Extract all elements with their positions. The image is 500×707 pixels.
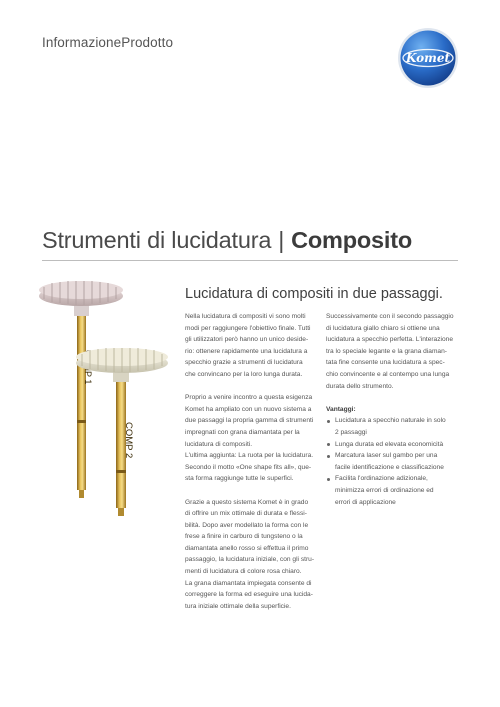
text-line: Successivamente con il secondo passaggio [326,313,454,320]
text-line: bilità. Dopo aver modellato la forma con le [185,521,309,529]
header-label: InformazioneProdotto [42,35,174,50]
title-main: Strumenti di lucidatura [42,227,272,253]
text-line: Proprio a venire incontro a questa esigenza [185,394,313,402]
paragraph [185,392,315,485]
benefits-list [326,415,458,508]
benefit-text: 2 passaggi [335,428,367,436]
left-column [185,311,315,624]
subtitle: Lucidatura di compositi in due passaggi. [185,286,443,302]
benefit-text: facile identificazione e classificazione [335,463,444,471]
logo-wordmark: Komet [405,51,451,65]
benefit-item [326,473,458,508]
page-title [42,227,412,254]
benefit-text: Marcatura laser sul gambo per una [335,452,438,460]
benefit-text: Lucidatura a specchio naturale in solo [335,417,446,425]
text-line: due passaggi la propria gamma di strumenti [185,417,314,425]
shaft-label-2: COMP 2 [123,422,134,459]
text-line: Komet ha ampliato con un nuovo sistema a [185,405,312,413]
text-line: che convincano per la loro lunga durata. [185,370,303,378]
paragraph [185,311,315,381]
text-line: tata fine consente una lucidatura a spec- [326,359,445,367]
text-line: Nella lucidatura di compositi vi sono molti [185,313,306,320]
text-line: frese a finire in carburo di tungsteno o la [185,533,303,541]
right-column [326,311,458,508]
text-line: modi per raggiungere l'obiettivo finale. Tutti [185,324,311,332]
text-line: lucidatura di compositi. [185,440,253,448]
benefits-title: Vantaggi: [326,405,356,413]
title-separator: | [278,227,285,253]
komet-logo [397,27,459,89]
text-line: menti di lucidatura di colore rosa chiaro. [185,568,302,576]
benefit-text: Lunga durata ed elevata economicità [335,440,444,448]
benefit-item [326,450,458,473]
instrument-comp-1 [39,281,123,498]
text-line: lucidatura a specchio perfetta. L'interazione [326,336,453,344]
text-line: tra lo speciale legante e la grana diaman- [326,347,447,355]
product-image [30,270,170,520]
text-line: di offrire un mix ottimale di durata e flessi- [185,510,307,518]
paragraph [326,311,458,392]
text-line: durata dello strumento. [326,382,394,390]
benefit-text: Facilita l'ordinazione adizionale, [335,475,428,483]
benefit-item [326,439,458,451]
text-line: specchio grazie a strumenti di lucidatura [185,359,303,367]
title-divider [42,260,458,261]
paragraph [185,497,315,613]
text-line: Grazie a questo sistema Komet è in grado [185,498,309,506]
text-line: di lucidatura giallo chiaro si ottiene una [326,324,440,332]
text-line: correggere la forma ed eseguire una lucida- [185,591,313,599]
text-line: L'ultima aggiunta: La ruota per la lucidatura. [185,452,314,460]
text-line: sta forma raggiunge tutte le superfici. [185,475,294,483]
text-line: rio: ottenere rapidamente una lucidatura a [185,347,308,355]
text-line: tura iniziale ottimale della superficie. [185,602,291,610]
title-emphasis: Composito [291,227,413,253]
text-line: impregnati con grana diamantata per la [185,428,300,436]
benefit-text: errori di applicazione [335,498,396,506]
text-line: diamantata anello rosso si effettua il primo [185,544,309,552]
benefit-text: minimizza errori di ordinazione ed [335,486,434,494]
text-line: gli utilizzatori però hanno un unico deside- [185,336,309,344]
text-line: Secondo il motto «One shape fits all», que- [185,463,312,471]
text-line: La grana diamantata impiegata consente di [185,579,312,587]
text-line: chio convincente e al contempo una lunga [326,370,450,378]
benefit-item [326,415,458,438]
text-line: passaggio, la lucidatura iniziale, con gli stru- [185,556,315,564]
